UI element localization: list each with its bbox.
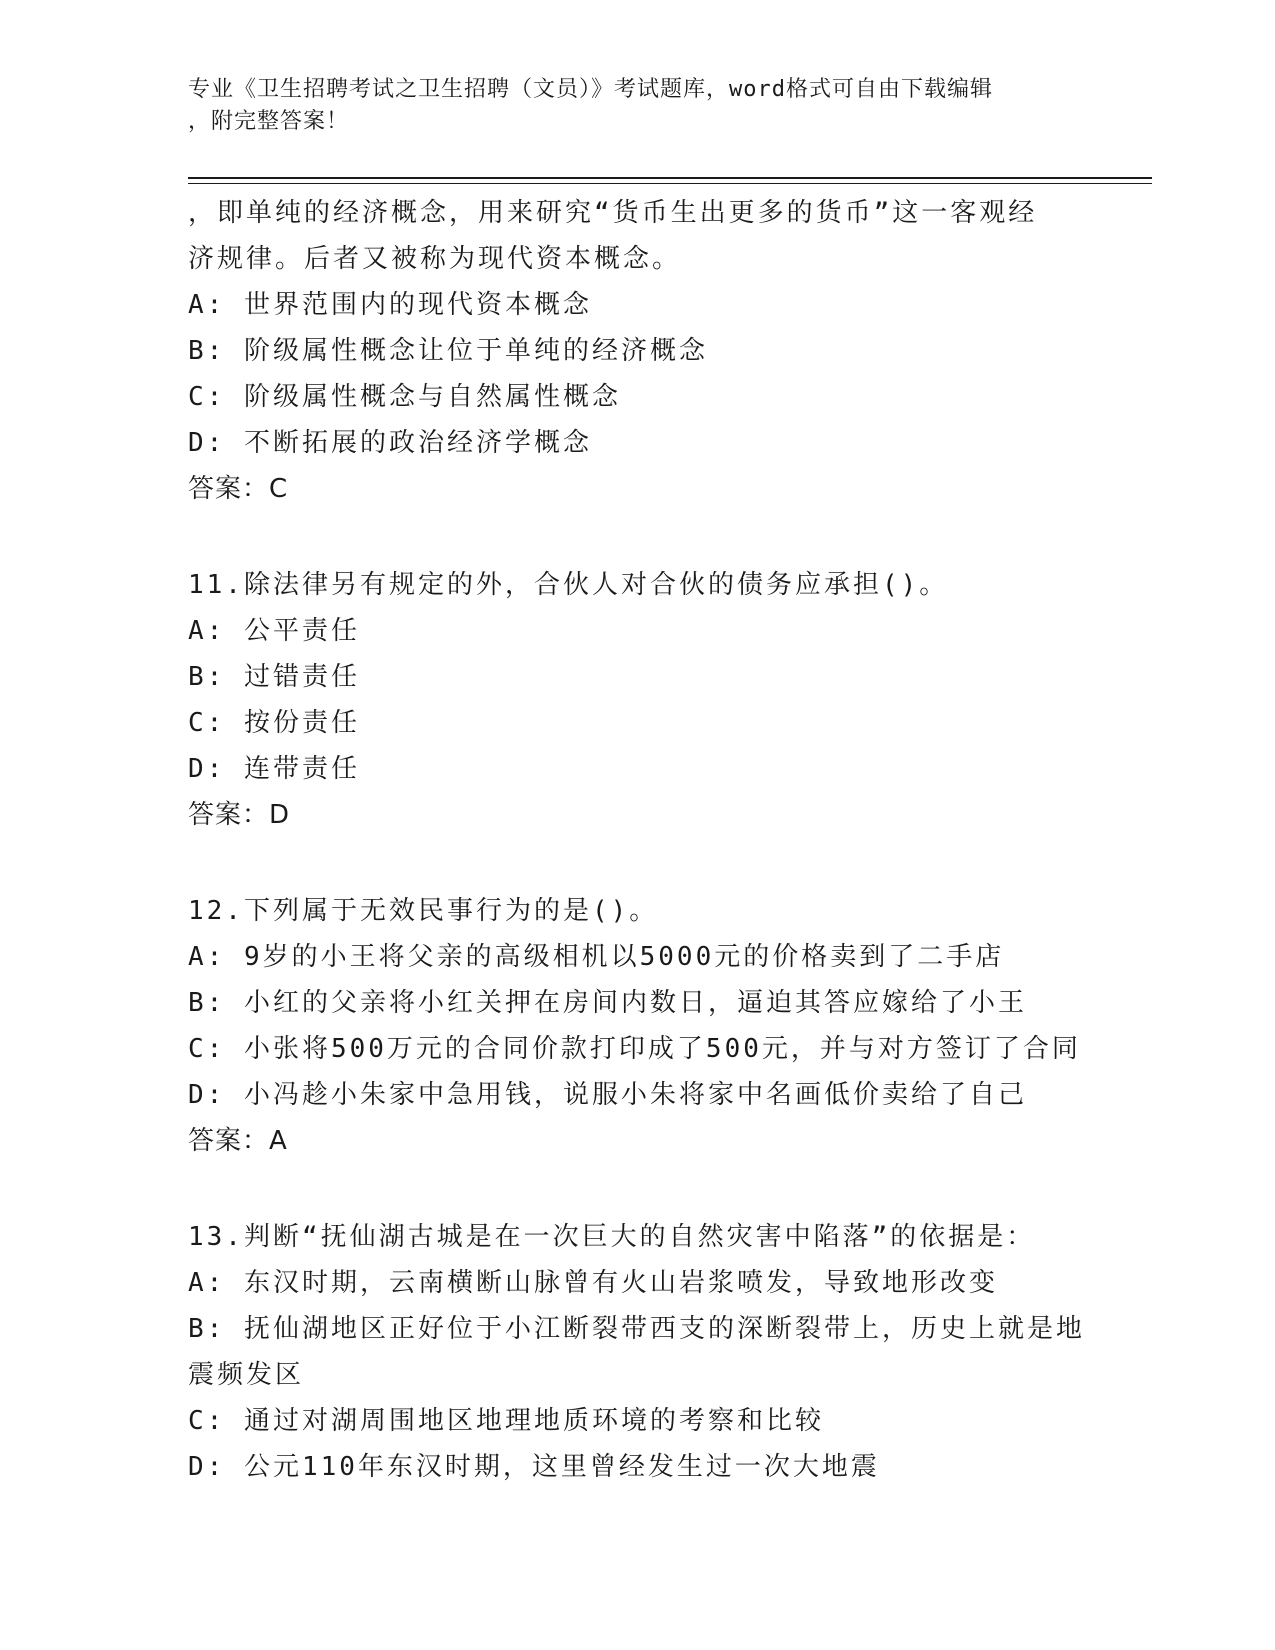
spacer [188,838,1088,888]
header-rule-thin [188,183,1152,184]
q11-option-d: D: 连带责任 [188,754,360,784]
q13-option-b-line-1: B: 抚仙湖地区正好位于小江断裂带西支的深断裂带上，历史上就是地 [188,1314,1085,1344]
q11-option-c: C: 按份责任 [188,708,360,738]
q12-option-d: D: 小冯趁小朱家中急用钱，说服小朱将家中名画低价卖给了自己 [188,1080,1027,1110]
q12-option-b: B: 小红的父亲将小红关押在房间内数日，逼迫其答应嫁给了小王 [188,988,1027,1018]
q11-option-b: B: 过错责任 [188,662,360,692]
q13-option-b-line-2: 震频发区 [188,1360,305,1390]
question-13 [188,1214,1088,1490]
q10-option-b: B: 阶级属性概念让位于单纯的经济概念 [188,336,708,366]
q12-option-c: C: 小张将500万元的合同价款打印成了500元，并与对方签订了合同 [188,1034,1081,1064]
header-line-1: 专业《卫生招聘考试之卫生招聘（文员）》考试题库，word格式可自由下载编辑 [188,77,993,102]
q10-answer: 答案：C [188,474,289,504]
q12-stem: 12.下列属于无效民事行为的是()。 [188,896,659,926]
document-header [188,74,1068,138]
document-body [188,190,1088,1490]
intro-line-2: 济规律。后者又被称为现代资本概念。 [188,244,682,274]
q10-option-c: C: 阶级属性概念与自然属性概念 [188,382,621,412]
question-11 [188,562,1088,838]
spacer [188,1164,1088,1214]
q13-option-c: C: 通过对湖周围地区地理地质环境的考察和比较 [188,1406,824,1436]
q12-answer: 答案：A [188,1126,288,1156]
q10-option-a: A: 世界范围内的现代资本概念 [188,290,592,320]
q13-option-d: D: 公元110年东汉时期，这里曾经发生过一次大地震 [188,1452,880,1482]
q11-option-a: A: 公平责任 [188,616,360,646]
q13-option-a: A: 东汉时期，云南横断山脉曾有火山岩浆喷发，导致地形改变 [188,1268,998,1298]
spacer [188,512,1088,562]
q10-option-d: D: 不断拓展的政治经济学概念 [188,428,592,458]
q11-stem: 11.除法律另有规定的外，合伙人对合伙的债务应承担()。 [188,570,949,600]
intro-line-1: ，即单纯的经济概念，用来研究“货币生出更多的货币”这一客观经 [188,198,1038,228]
header-rule-thick [188,177,1152,179]
question-10-options [188,282,1088,512]
q13-stem: 13.判断“抚仙湖古城是在一次巨大的自然灾害中陷落”的依据是： [188,1222,1036,1252]
q12-option-a: A: 9岁的小王将父亲的高级相机以5000元的价格卖到了二手店 [188,942,1005,972]
question-12 [188,888,1088,1164]
q11-answer: 答案：D [188,800,291,830]
header-line-2: ，附完整答案！ [188,109,350,134]
